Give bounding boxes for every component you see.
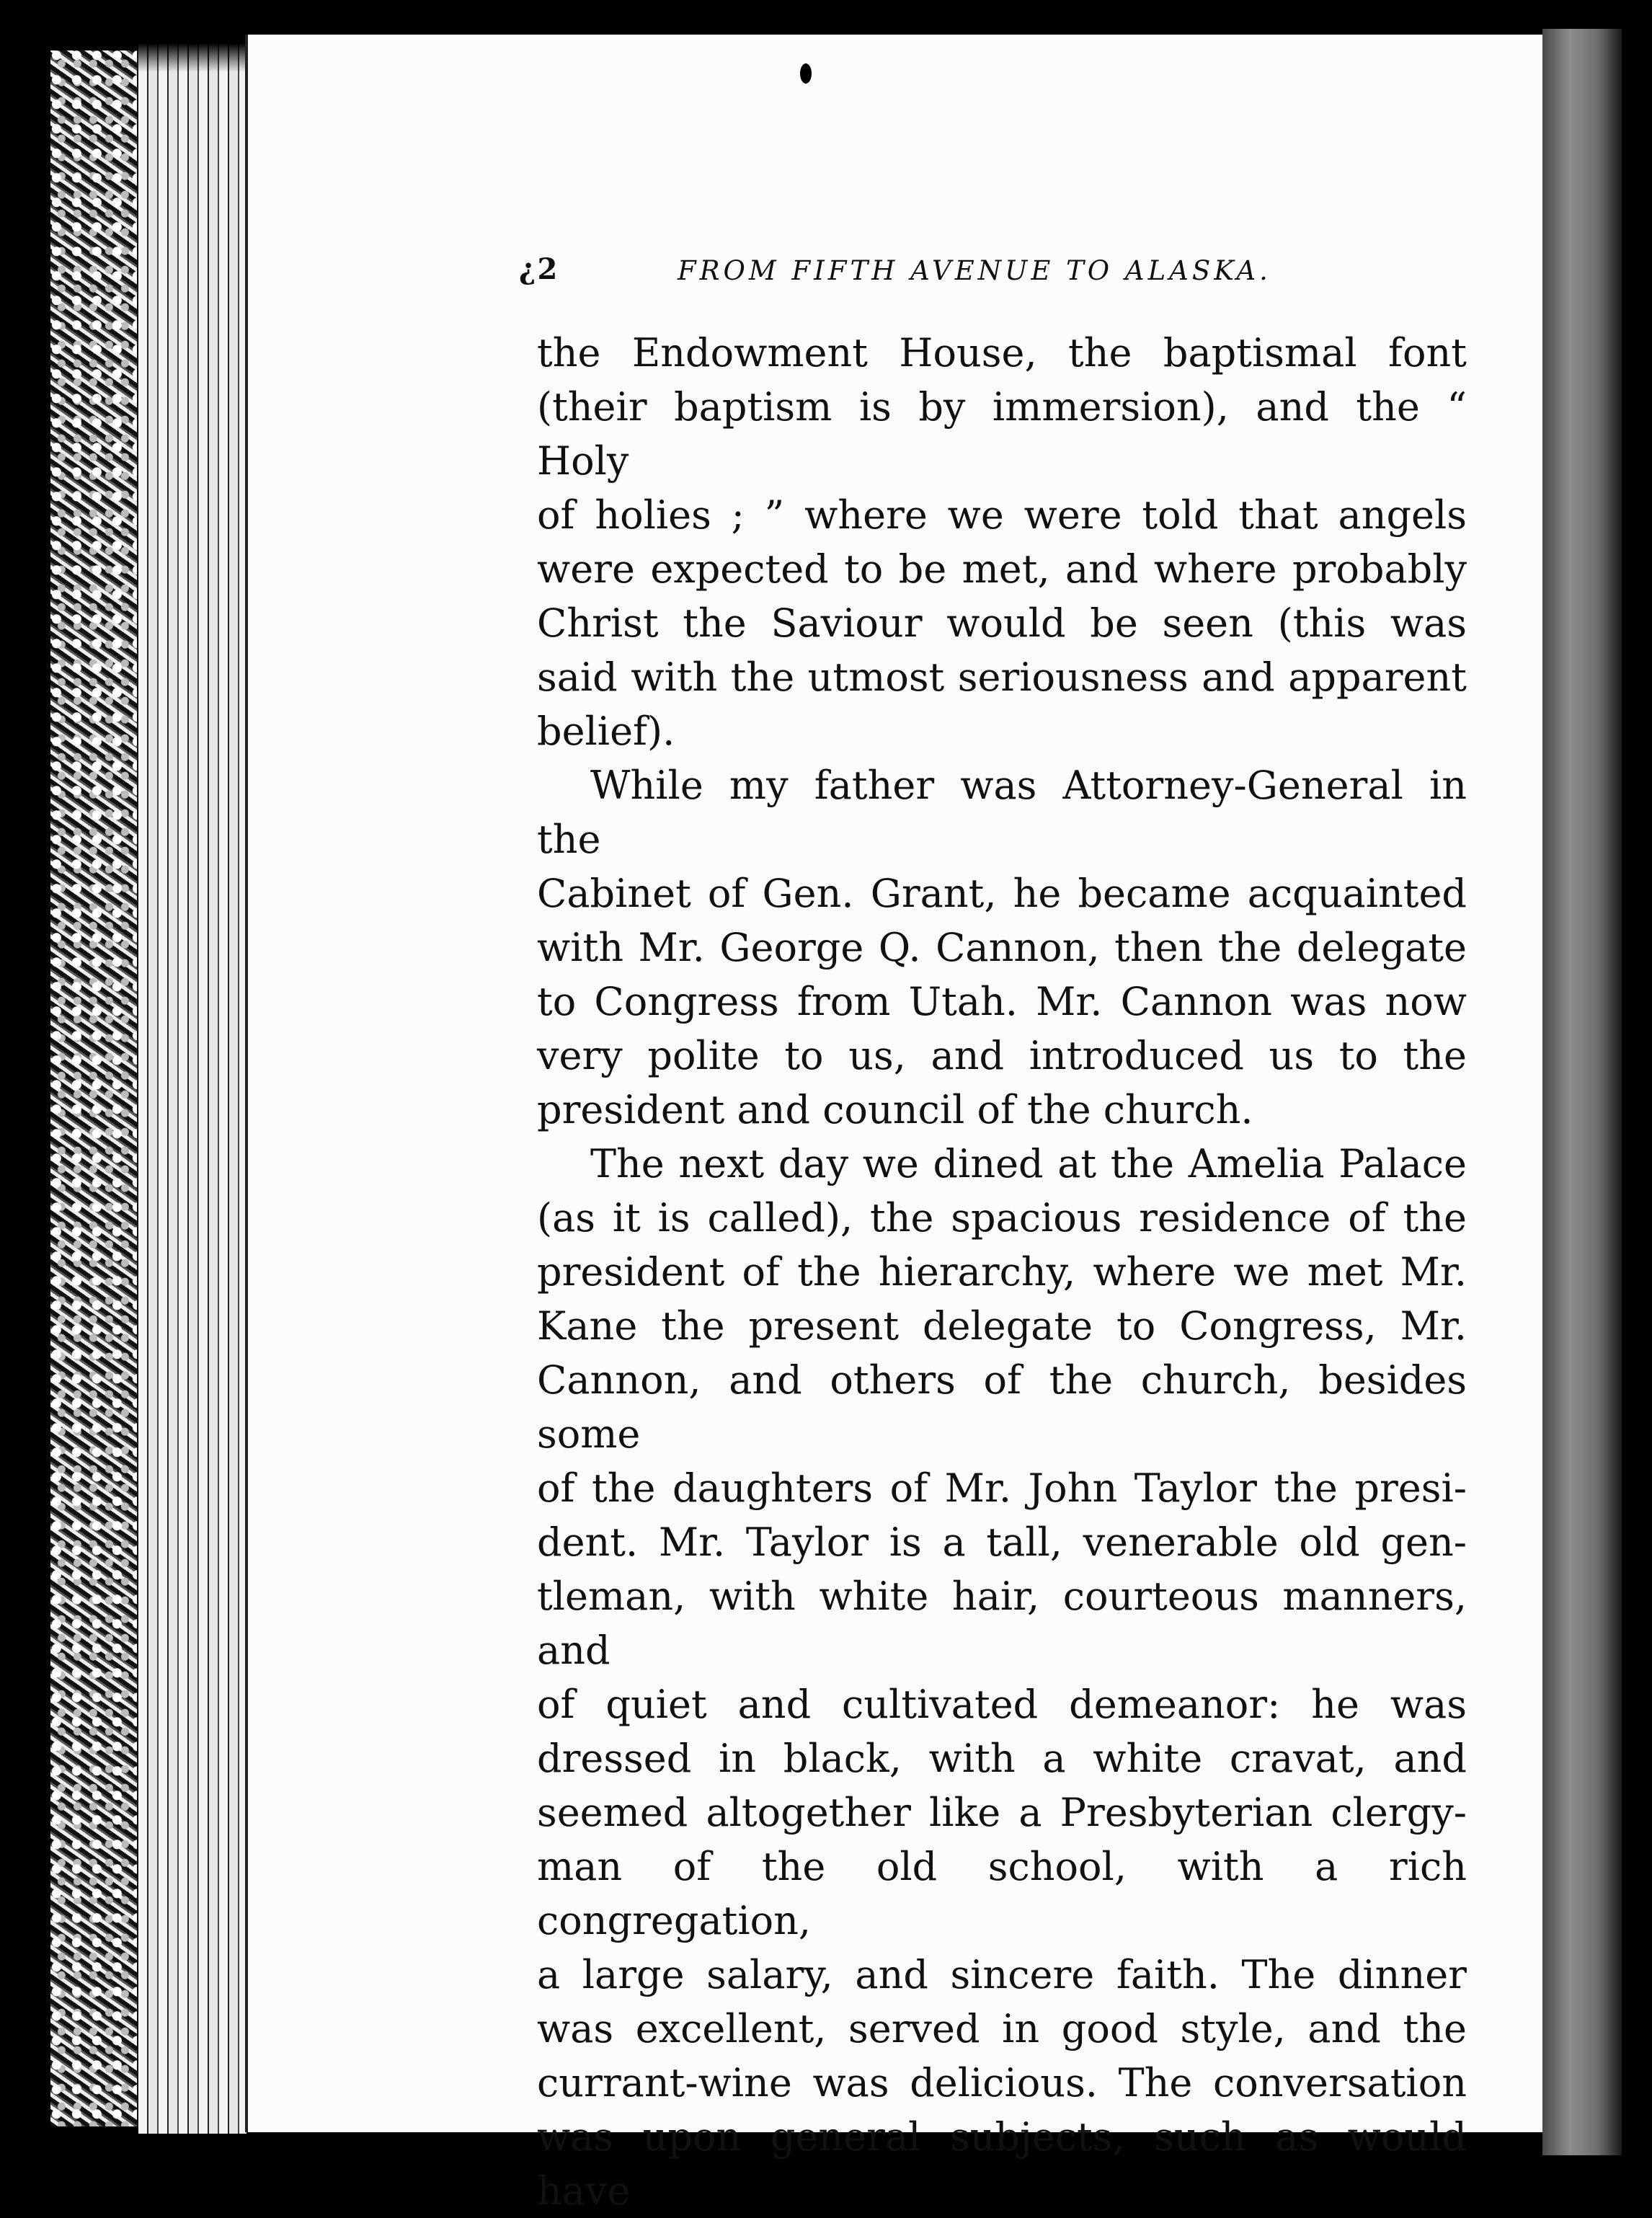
text-line: president of the hierarchy, where we met Mr. bbox=[537, 1249, 1467, 1295]
text-line: a large salary, and sincere faith. The dinner bbox=[537, 1952, 1467, 1997]
running-head bbox=[519, 252, 1478, 296]
running-title: FROM FIFTH AVENUE TO ALASKA. bbox=[678, 255, 1271, 286]
text-line: of the daughters of Mr. John Taylor the presi- bbox=[537, 1465, 1467, 1511]
text-line: (their baptism is by immersion), and the “ Holy bbox=[537, 384, 1467, 484]
text-line: of quiet and cultivated demeanor: he was bbox=[537, 1682, 1467, 1727]
text-line: was upon general subjects, such as would have bbox=[537, 2114, 1467, 2214]
text-line: seemed altogether like a Presbyterian clergy- bbox=[537, 1790, 1467, 1835]
text-line: were expected to be met, and where probably bbox=[537, 546, 1467, 592]
text-line: currant-wine was delicious. The conversation bbox=[537, 2060, 1467, 2106]
text-line: Cabinet of Gen. Grant, he became acquainted bbox=[537, 871, 1467, 916]
text-line: the Endowment House, the baptismal font bbox=[537, 330, 1467, 376]
text-line: Cannon, and others of the church, besides some bbox=[537, 1357, 1467, 1457]
text-line: Christ the Saviour would be seen (this was bbox=[537, 600, 1467, 646]
text-line: belief). bbox=[537, 709, 675, 754]
page-number: ¿2 bbox=[519, 252, 559, 286]
text-line: very polite to us, and introduced us to the bbox=[537, 1033, 1467, 1078]
text-line: dressed in black, with a white cravat, and bbox=[537, 1736, 1467, 1781]
marbled-endpaper bbox=[50, 50, 139, 2126]
binding-shadow bbox=[1542, 29, 1622, 2155]
text-line: president and council of the church. bbox=[537, 1087, 1253, 1132]
text-line: of holies ; ” where we were told that angels bbox=[537, 492, 1467, 538]
text-line: said with the utmost seriousness and apparent bbox=[537, 655, 1467, 700]
text-line: (as it is called), the spacious residence of the bbox=[537, 1195, 1467, 1241]
text-line: tleman, with white hair, courteous manners, and bbox=[537, 1574, 1467, 1673]
text-line: was excellent, served in good style, and the bbox=[537, 2006, 1467, 2051]
text-line: Kane the present delegate to Congress, Mr. bbox=[537, 1303, 1467, 1349]
text-line: While my father was Attorney-General in the bbox=[537, 763, 1467, 862]
ink-mark bbox=[800, 63, 812, 84]
text-line: man of the old school, with a rich congregation, bbox=[537, 1844, 1467, 1943]
text-line: dent. Mr. Taylor is a tall, venerable old gen- bbox=[537, 1520, 1467, 1565]
page-edges bbox=[138, 43, 247, 2134]
body-text bbox=[537, 326, 1467, 2218]
text-line: to Congress from Utah. Mr. Cannon was now bbox=[537, 979, 1467, 1024]
text-line: with Mr. George Q. Cannon, then the delegate bbox=[537, 925, 1467, 970]
text-line: The next day we dined at the Amelia Palace bbox=[590, 1141, 1467, 1186]
